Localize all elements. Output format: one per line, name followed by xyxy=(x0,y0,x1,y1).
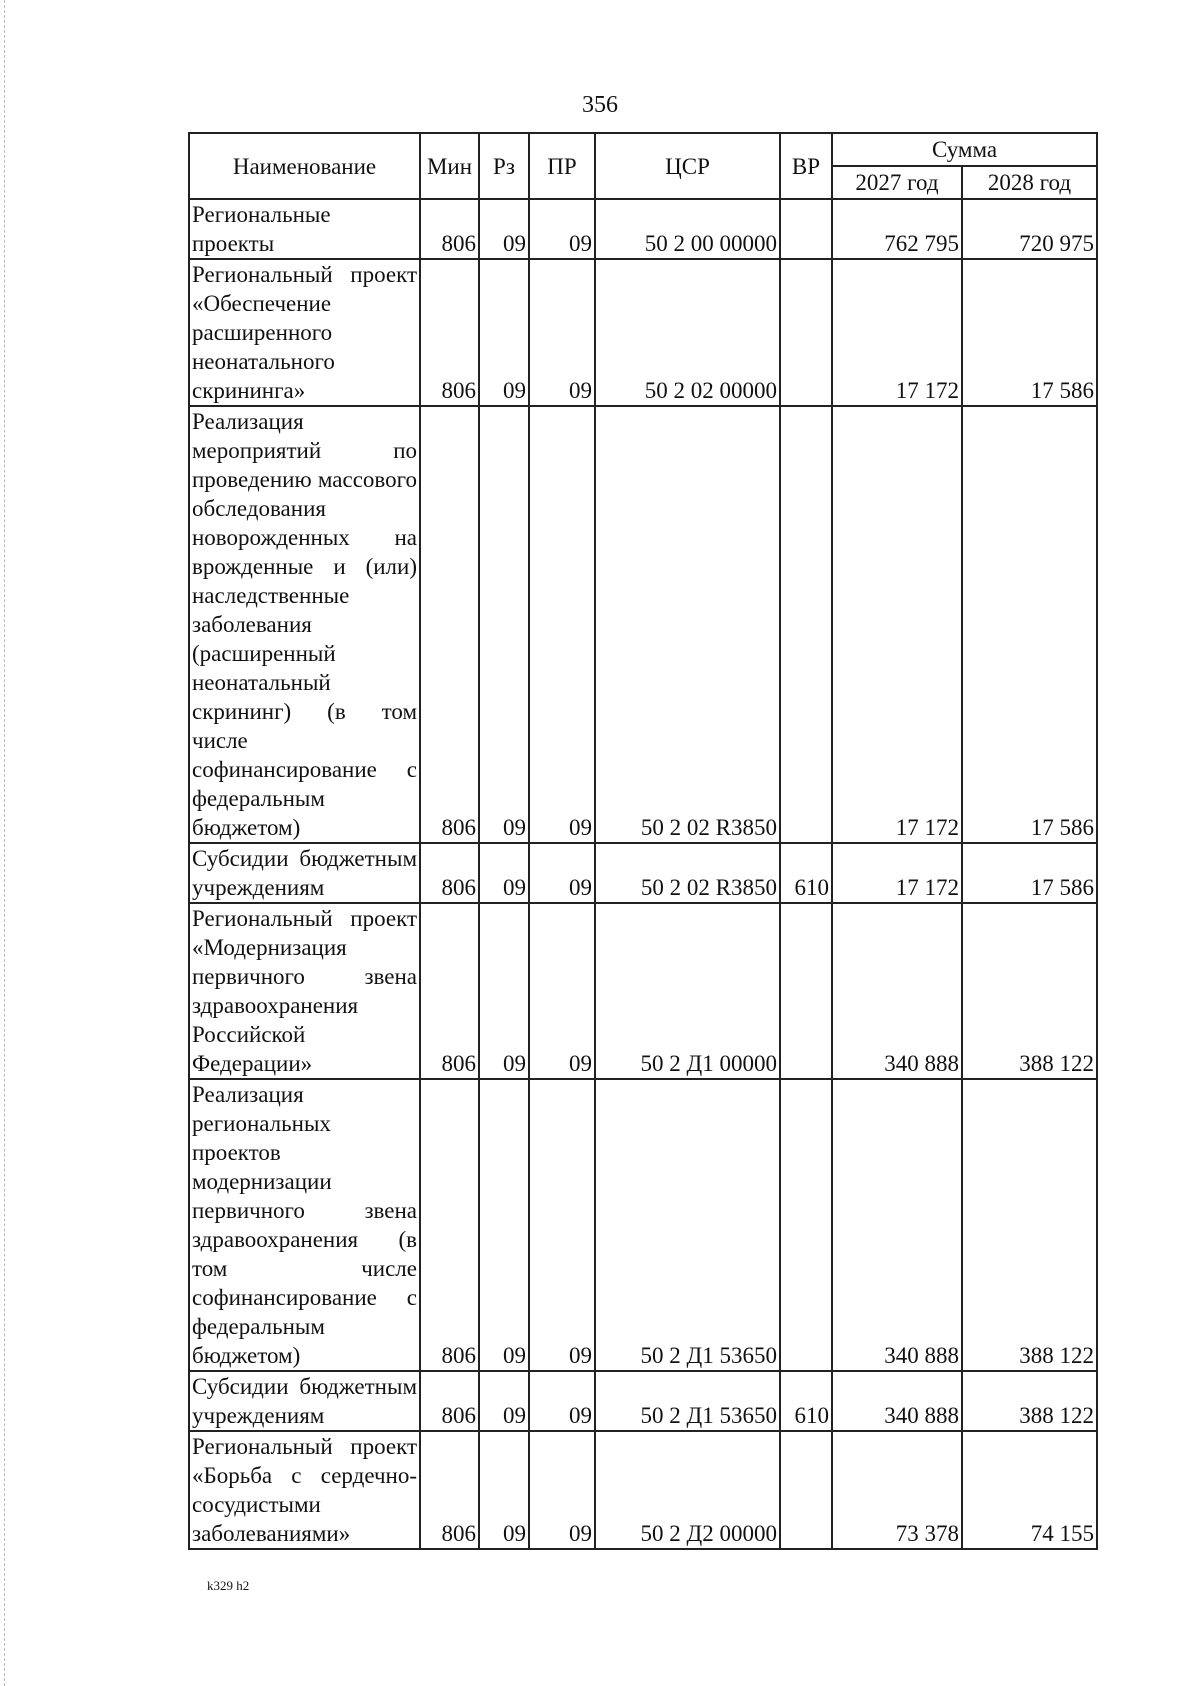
row-sum-2028: 17 586 xyxy=(962,406,1097,843)
row-min: 806 xyxy=(420,406,479,843)
header-name: Наименование xyxy=(189,133,420,199)
row-min: 806 xyxy=(420,259,479,406)
header-year-2028: 2028 год xyxy=(962,166,1097,199)
row-sum-2027: 340 888 xyxy=(832,1079,962,1371)
row-min: 806 xyxy=(420,1431,479,1549)
table-row xyxy=(189,903,1097,1079)
row-csr: 50 2 02 R3850 xyxy=(595,843,780,903)
row-pr: 09 xyxy=(529,843,595,903)
row-sum-2028: 74 155 xyxy=(962,1431,1097,1549)
row-min: 806 xyxy=(420,843,479,903)
row-vr xyxy=(780,1079,832,1371)
row-rz: 09 xyxy=(479,903,529,1079)
row-csr: 50 2 Д1 53650 xyxy=(595,1371,780,1431)
row-min: 806 xyxy=(420,1079,479,1371)
row-sum-2028: 388 122 xyxy=(962,1079,1097,1371)
row-pr: 09 xyxy=(529,1079,595,1371)
row-sum-2027: 340 888 xyxy=(832,1371,962,1431)
row-pr: 09 xyxy=(529,259,595,406)
row-sum-2027: 340 888 xyxy=(832,903,962,1079)
row-pr: 09 xyxy=(529,1431,595,1549)
header-rz: Рз xyxy=(479,133,529,199)
row-vr xyxy=(780,259,832,406)
row-csr: 50 2 Д1 00000 xyxy=(595,903,780,1079)
row-pr: 09 xyxy=(529,199,595,259)
row-pr: 09 xyxy=(529,1371,595,1431)
row-name: Реализация мероприятий по проведению массового обследования новорожденных на врожденные и (или) наследственные заболевания (расширенный неонатальный скрининг) (в том числе софинансирование с федеральным бюджетом) xyxy=(189,406,420,843)
row-min: 806 xyxy=(420,903,479,1079)
table-row xyxy=(189,1431,1097,1549)
header-min: Мин xyxy=(420,133,479,199)
row-name: Региональный проект «Обеспечение расширенного неонатального скрининга» xyxy=(189,259,420,406)
row-vr: 610 xyxy=(780,843,832,903)
footer-code: k329 h2 xyxy=(207,1578,250,1593)
row-sum-2027: 17 172 xyxy=(832,259,962,406)
header-vr: ВР xyxy=(780,133,832,199)
page-number: 356 xyxy=(582,92,618,118)
row-vr xyxy=(780,903,832,1079)
row-name: Реализация региональных проектов модернизации первичного звена здравоохранения (в том числе софинансирование с федеральным бюджетом) xyxy=(189,1079,420,1371)
row-name: Региональные проекты xyxy=(189,199,420,259)
table-row xyxy=(189,406,1097,843)
header-sum: Сумма xyxy=(832,133,1097,166)
row-vr xyxy=(780,1431,832,1549)
budget-table xyxy=(188,132,1098,1550)
row-rz: 09 xyxy=(479,1371,529,1431)
row-rz: 09 xyxy=(479,199,529,259)
row-name: Региональный проект «Борьба с сердечно-сосудистыми заболеваниями» xyxy=(189,1431,420,1549)
row-vr: 610 xyxy=(780,1371,832,1431)
row-rz: 09 xyxy=(479,1431,529,1549)
table-row xyxy=(189,1079,1097,1371)
row-csr: 50 2 00 00000 xyxy=(595,199,780,259)
table-row xyxy=(189,1371,1097,1431)
table-row xyxy=(189,259,1097,406)
header-pr: ПР xyxy=(529,133,595,199)
table-row xyxy=(189,199,1097,259)
row-min: 806 xyxy=(420,1371,479,1431)
row-csr: 50 2 02 00000 xyxy=(595,259,780,406)
row-vr xyxy=(780,406,832,843)
scan-edge-line xyxy=(4,0,5,1686)
row-rz: 09 xyxy=(479,259,529,406)
row-name: Субсидии бюджетным учреждениям xyxy=(189,1371,420,1431)
row-sum-2028: 720 975 xyxy=(962,199,1097,259)
row-name: Региональный проект «Модернизация первичного звена здравоохранения Российской Федерации» xyxy=(189,903,420,1079)
row-sum-2028: 388 122 xyxy=(962,903,1097,1079)
row-csr: 50 2 Д1 53650 xyxy=(595,1079,780,1371)
row-csr: 50 2 02 R3850 xyxy=(595,406,780,843)
row-sum-2027: 17 172 xyxy=(832,843,962,903)
row-sum-2027: 73 378 xyxy=(832,1431,962,1549)
row-csr: 50 2 Д2 00000 xyxy=(595,1431,780,1549)
row-rz: 09 xyxy=(479,843,529,903)
row-min: 806 xyxy=(420,199,479,259)
row-pr: 09 xyxy=(529,903,595,1079)
header-csr: ЦСР xyxy=(595,133,780,199)
header-year-2027: 2027 год xyxy=(832,166,962,199)
row-sum-2027: 17 172 xyxy=(832,406,962,843)
row-name: Субсидии бюджетным учреждениям xyxy=(189,843,420,903)
table-row xyxy=(189,843,1097,903)
row-sum-2028: 388 122 xyxy=(962,1371,1097,1431)
row-pr: 09 xyxy=(529,406,595,843)
row-sum-2027: 762 795 xyxy=(832,199,962,259)
row-vr xyxy=(780,199,832,259)
row-sum-2028: 17 586 xyxy=(962,259,1097,406)
row-rz: 09 xyxy=(479,406,529,843)
row-sum-2028: 17 586 xyxy=(962,843,1097,903)
row-rz: 09 xyxy=(479,1079,529,1371)
